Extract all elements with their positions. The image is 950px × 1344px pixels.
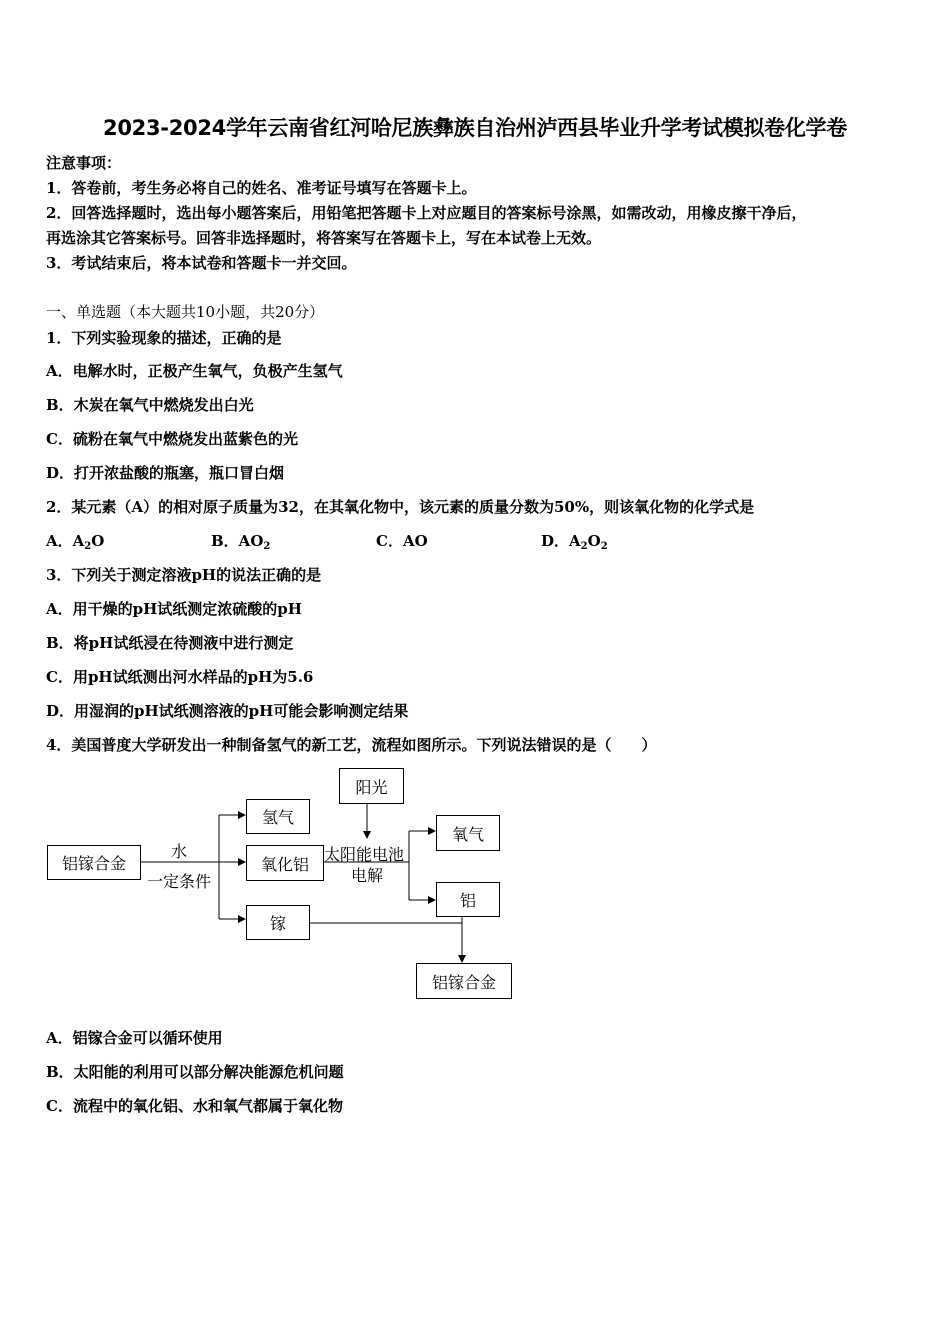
notice-item-1: 1．答卷前，考生务必将自己的姓名、准考证号填写在答题卡上。 — [46, 179, 477, 197]
label-water: 水 — [171, 842, 188, 861]
box-hydrogen: 氢气 — [246, 799, 310, 834]
label-solar-cell: 太阳能电池 — [324, 845, 405, 864]
section-heading: 一、单选题（本大题共10小题，共20分） — [46, 303, 325, 321]
q4-stem: 4．美国普度大学研发出一种制备氢气的新工艺，流程如图所示。下列说法错误的是（ ） — [46, 736, 657, 754]
q4-option-a: A．铝镓合金可以循环使用 — [46, 1029, 223, 1047]
notice-item-2a: 2．回答选择题时，选出每小题答案后，用铅笔把答题卡上对应题目的答案标号涂黑，如需改动，用橡皮擦干净后， — [46, 204, 807, 222]
q4-option-b: B．太阳能的利用可以部分解决能源危机问题 — [46, 1063, 344, 1081]
box-oxygen: 氧气 — [436, 815, 500, 851]
q3-option-d: D．用湿润的pH试纸测溶液的pH可能会影响测定结果 — [46, 702, 409, 720]
box-sunlight: 阳光 — [339, 768, 404, 804]
box-alloy-start: 铝镓合金 — [47, 845, 141, 880]
q2-option-c: C．AO — [376, 532, 428, 550]
q1-stem: 1．下列实验现象的描述，正确的是 — [46, 329, 282, 347]
q3-option-a: A．用干燥的pH试纸测定浓硫酸的pH — [46, 600, 302, 618]
q2-option-d: D．$A_2O_2$ — [541, 532, 608, 552]
page-title: 2023-2024学年云南省红河哈尼族彝族自治州泸西县毕业升学考试模拟卷化学卷 — [103, 116, 847, 140]
q2-option-a: A．$A_2O$ — [46, 532, 105, 552]
q2-option-b: B．$AO_2$ — [211, 532, 271, 552]
q3-option-b: B．将pH试纸浸在待测液中进行测定 — [46, 634, 294, 652]
box-aluminum: 铝 — [436, 882, 500, 917]
box-alumina: 氧化铝 — [246, 845, 324, 881]
q4-option-c: C．流程中的氧化铝、水和氧气都属于氧化物 — [46, 1097, 343, 1115]
q2-stem: 2．某元素（A）的相对原子质量为32，在其氧化物中，该元素的质量分数为50%，则该氧化物的化学式是 — [46, 498, 755, 516]
box-gallium: 镓 — [246, 905, 310, 940]
label-condition: 一定条件 — [147, 872, 212, 891]
box-alloy-end: 铝镓合金 — [416, 963, 512, 999]
notice-item-3: 3．考试结束后，将本试卷和答题卡一并交回。 — [46, 254, 357, 272]
q3-option-c: C．用pH试纸测出河水样品的pH为5.6 — [46, 668, 314, 686]
notice-heading: 注意事项： — [46, 154, 122, 172]
notice-item-2b: 再选涂其它答案标号。回答非选择题时，将答案写在答题卡上，写在本试卷上无效。 — [46, 229, 602, 247]
q1-option-d: D．打开浓盐酸的瓶塞，瓶口冒白烟 — [46, 464, 285, 482]
q1-option-c: C．硫粉在氧气中燃烧发出蓝紫色的光 — [46, 430, 298, 448]
q1-option-a: A．电解水时，正极产生氧气，负极产生氢气 — [46, 362, 343, 380]
q1-option-b: B．木炭在氧气中燃烧发出白光 — [46, 396, 254, 414]
q3-stem: 3．下列关于测定溶液pH的说法正确的是 — [46, 566, 322, 584]
label-electrolysis: 电解 — [351, 866, 384, 885]
